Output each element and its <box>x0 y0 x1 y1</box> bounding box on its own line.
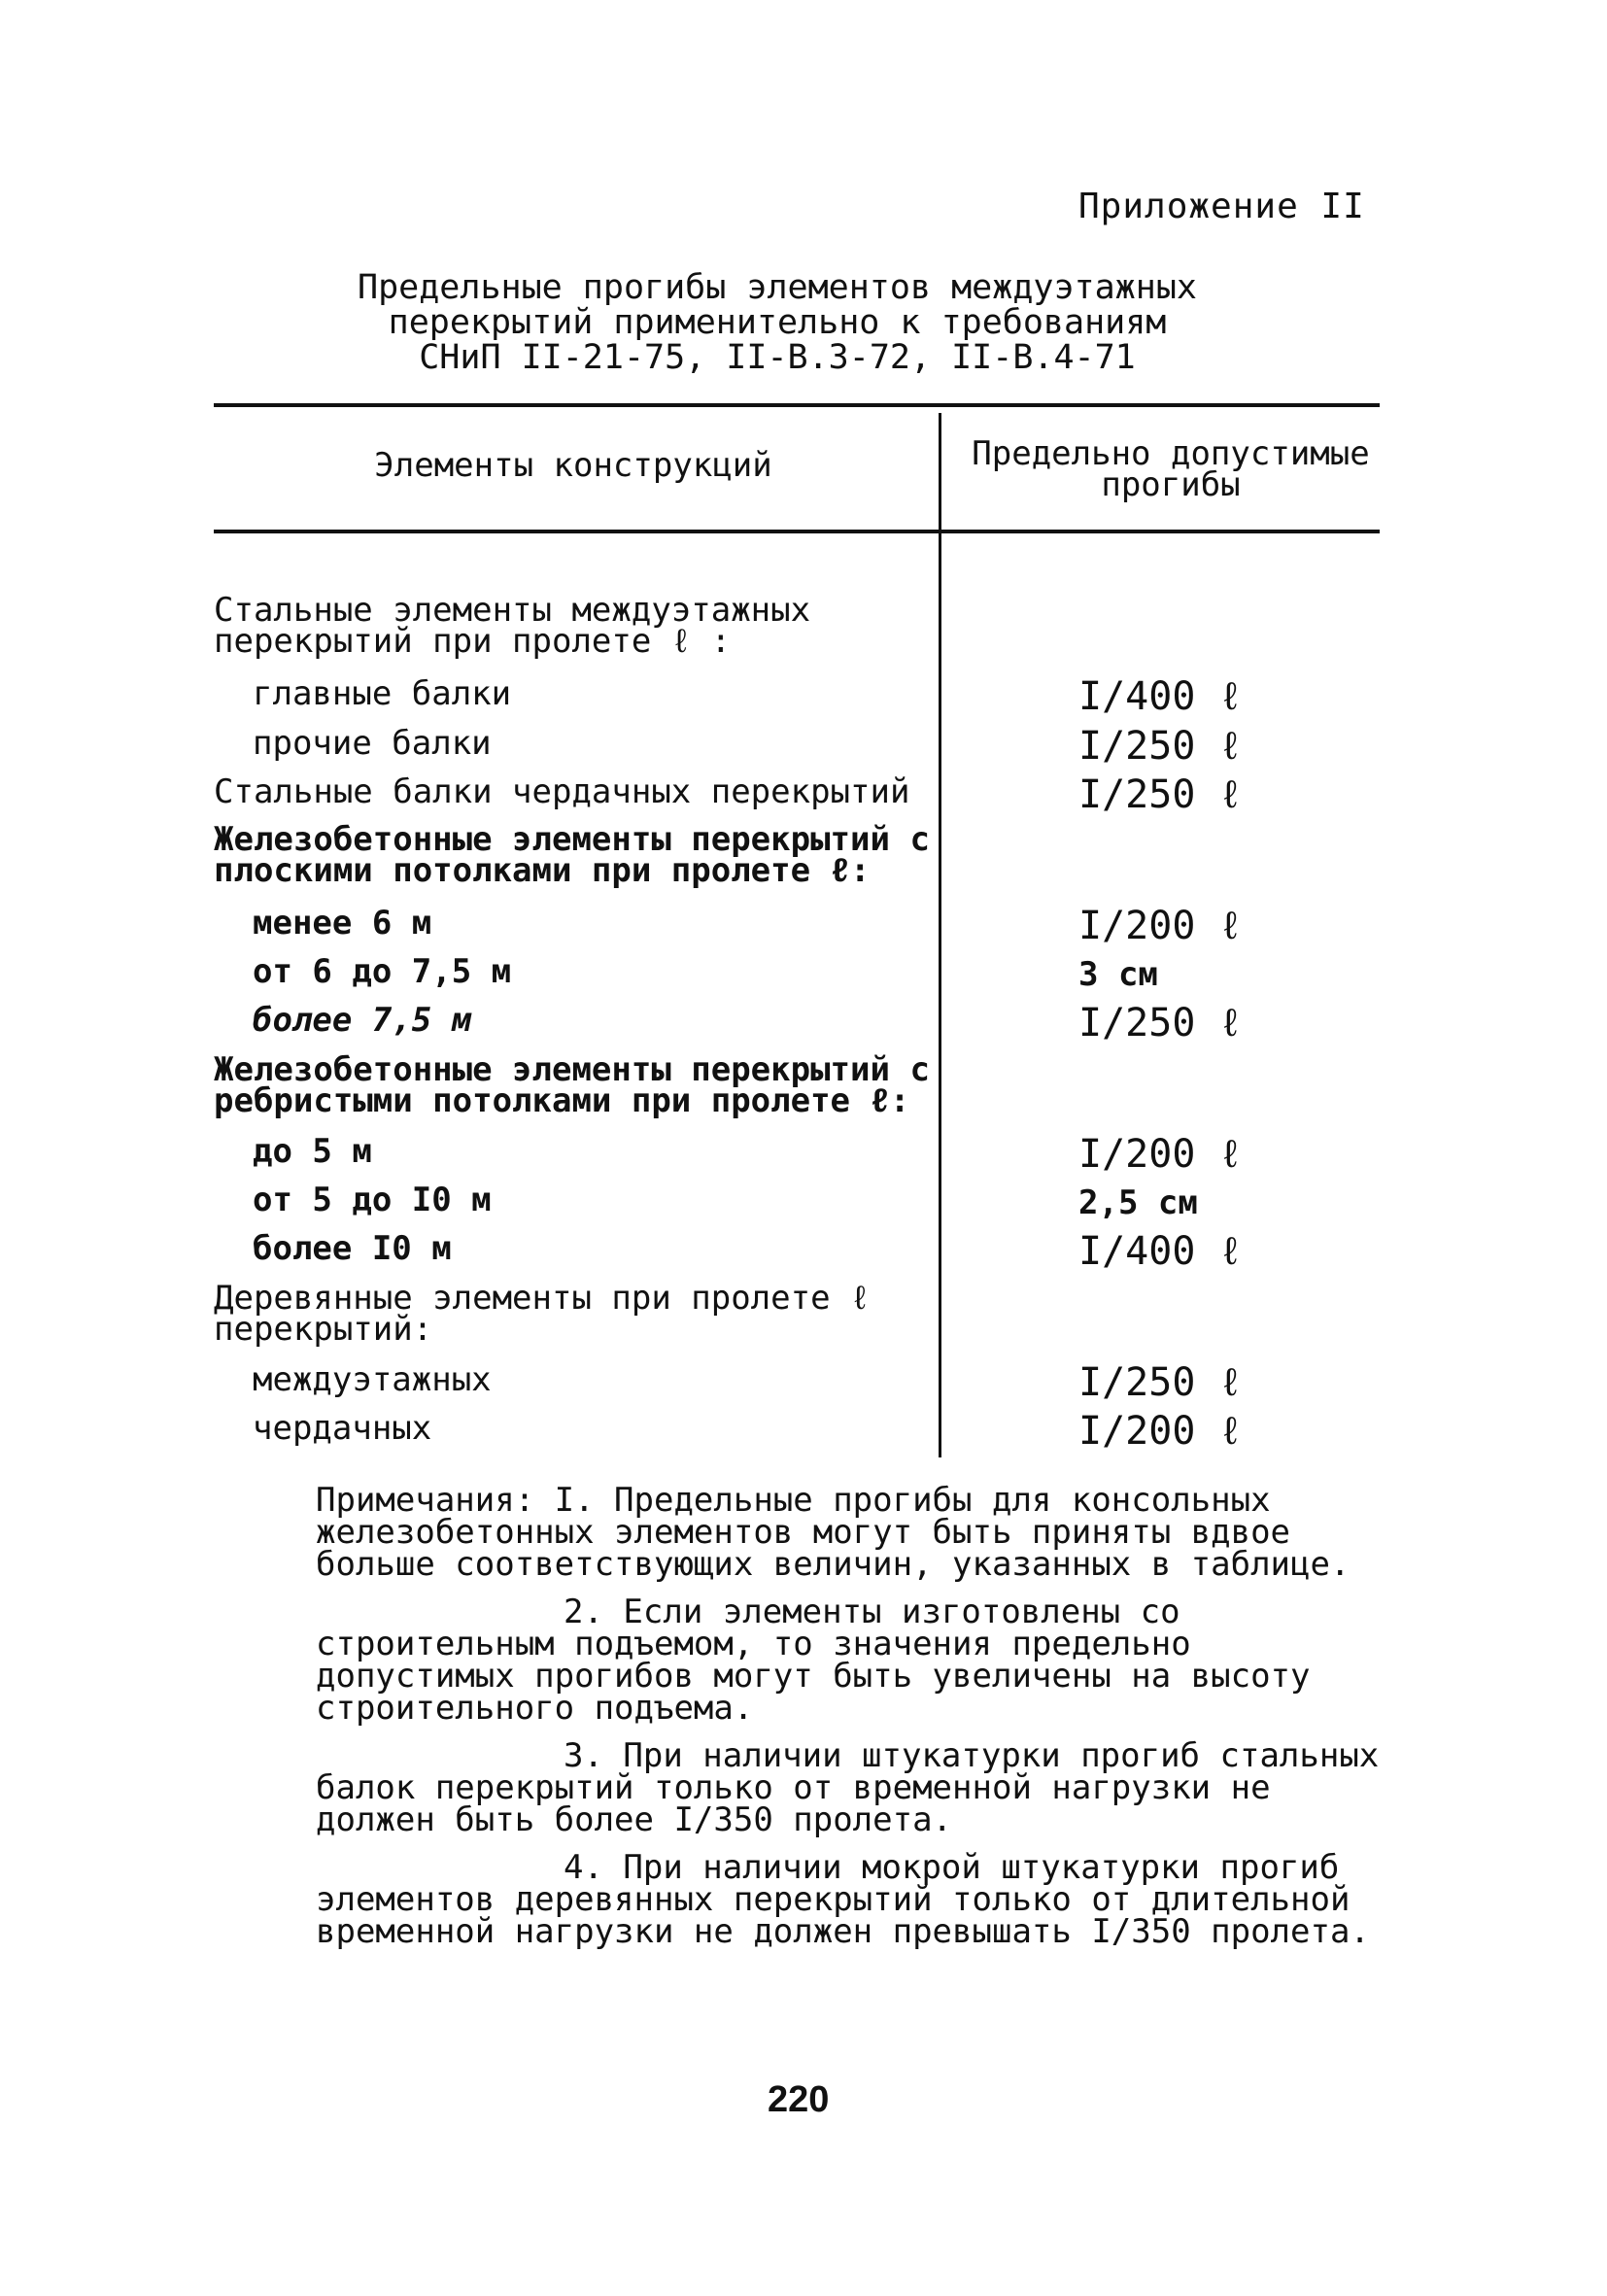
row-value: I/200 ℓ <box>1078 904 1243 948</box>
table-row <box>214 1360 1389 1405</box>
table-top-rule <box>214 403 1380 407</box>
note-2: 2. Если элементы изготовлены со строительным подъемом, то значения предельно допустимых прогибов могут быть увеличены на высоту строительного подъема. <box>316 1593 1311 1728</box>
row-label: прочие балки <box>253 724 492 763</box>
appendix-label: Приложение II <box>1078 187 1365 226</box>
row-value: I/400 ℓ <box>1078 674 1243 719</box>
table-header-elements: Элементы конструкций <box>374 446 772 485</box>
table-row <box>214 591 1389 661</box>
row-value: I/400 ℓ <box>1078 1229 1243 1274</box>
table-row <box>214 772 1389 817</box>
table-notes <box>316 1481 1394 1964</box>
row-label: более 7,5 м <box>253 1001 472 1040</box>
row-value: 2,5 см <box>1078 1183 1198 1222</box>
title-line-3: СНиП II-21-75, II-В.3-72, II-В.4-71 <box>419 338 1136 377</box>
row-label: междуэтажных <box>253 1360 492 1399</box>
note-1: Примечания: I. Предельные прогибы для консольных железобетонных элементов могут быть приняты вдвое больше соответствующих величин, указанных в таблице. <box>316 1481 1351 1584</box>
row-label: от 5 до I0 м <box>253 1181 492 1219</box>
table-row <box>214 1183 1389 1222</box>
page-number: 220 <box>768 2079 830 2120</box>
row-value: I/250 ℓ <box>1078 1001 1243 1045</box>
row-label: Стальные балки чердачных перекрытий <box>214 772 910 811</box>
table-row <box>214 724 1389 769</box>
row-label: чердачных <box>253 1409 432 1448</box>
row-label: Стальные элементы междуэтажных перекрытий при пролете ℓ : <box>214 591 811 661</box>
row-label: Деревянные элементы при пролете ℓ перекрытий: <box>214 1279 871 1349</box>
row-label: Железобетонные элементы перекрытий с ребристыми потолками при пролете ℓ: <box>214 1050 930 1120</box>
table-row <box>214 674 1389 719</box>
row-label: Железобетонные элементы перекрытий с плоскими потолками при пролете ℓ: <box>214 820 930 890</box>
row-value: I/250 ℓ <box>1078 772 1243 817</box>
document-title <box>291 270 1263 375</box>
row-value: I/200 ℓ <box>1078 1409 1243 1454</box>
table-row <box>214 904 1389 948</box>
row-label: более I0 м <box>253 1229 452 1268</box>
row-value: I/250 ℓ <box>1078 724 1243 769</box>
row-value: I/200 ℓ <box>1078 1132 1243 1177</box>
table-row <box>214 1001 1389 1045</box>
row-label: менее 6 м <box>253 904 432 942</box>
note-4: 4. При наличии мокрой штукатурки прогиб элементов деревянных перекрытий только от длительной временной нагрузки не должен превышать I/350 пролета. <box>316 1848 1370 1951</box>
row-value: 3 см <box>1078 955 1158 994</box>
table-row <box>214 1409 1389 1454</box>
table-row <box>214 1229 1389 1274</box>
table-header-rule <box>214 530 1380 533</box>
table-row <box>214 1279 1389 1349</box>
title-line-1: Предельные прогибы элементов междуэтажных <box>358 268 1197 307</box>
table-row <box>214 1050 1389 1120</box>
title-line-2: перекрытий применительно к требованиям <box>388 303 1167 342</box>
row-label: от 6 до 7,5 м <box>253 952 512 991</box>
row-label: главные балки <box>253 674 512 713</box>
note-3: 3. При наличии штукатурки прогиб стальных балок перекрытий только от временной нагрузки не должен быть более I/350 пролета. <box>316 1736 1380 1839</box>
table-header-deflections: Предельно допустимые прогибы <box>972 434 1370 504</box>
table-row <box>214 820 1389 890</box>
row-value: I/250 ℓ <box>1078 1360 1243 1405</box>
row-label: до 5 м <box>253 1132 372 1171</box>
table-row <box>214 1132 1389 1177</box>
table-row <box>214 952 1389 994</box>
